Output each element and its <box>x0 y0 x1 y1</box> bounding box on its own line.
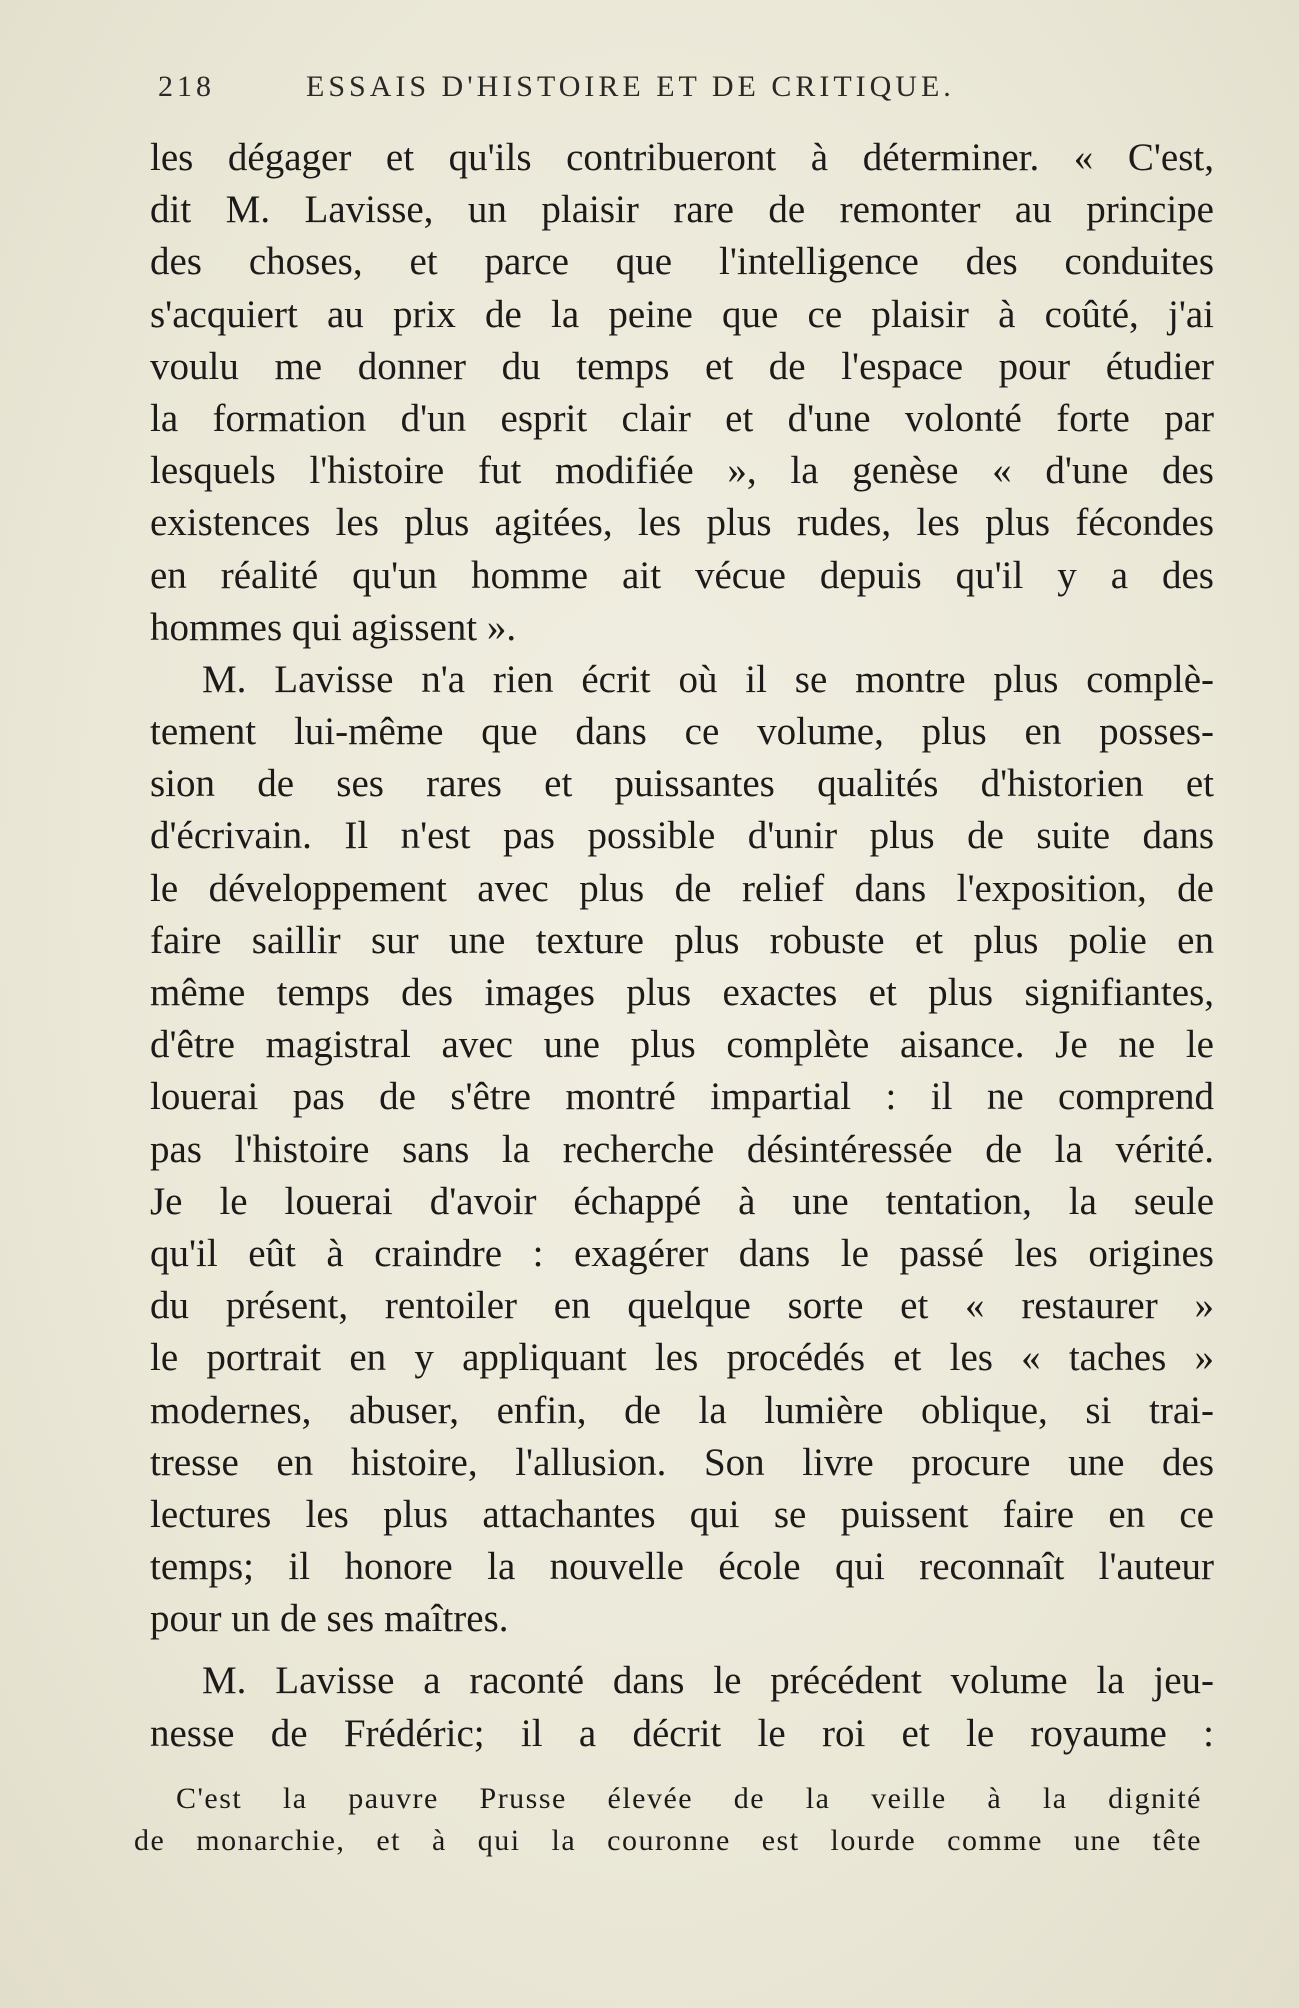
page-number: 218 <box>158 70 215 103</box>
running-header <box>158 70 1088 114</box>
text-line: M. Lavisse n'a rien écrit où il se montre plus complè- <box>202 657 1214 701</box>
body-text <box>150 132 1214 1760</box>
text-line: existences les plus agitées, les plus rudes, les plus fécondes <box>150 501 1214 545</box>
text-line: d'écrivain. Il n'est pas possible d'unir plus de suite dans <box>150 814 1214 858</box>
text-line: le portrait en y appliquant les procédés et les « taches » <box>150 1336 1214 1380</box>
text-line: hommes qui agissent ». <box>150 605 517 649</box>
quote-line: C'est la pauvre Prusse élevée de la veille à la dignité <box>176 1782 1202 1815</box>
quote-line: de monarchie, et à qui la couronne est lourde comme une tête <box>134 1824 1202 1857</box>
running-title: ESSAIS D'HISTOIRE ET DE CRITIQUE. <box>306 70 955 103</box>
text-line: s'acquiert au prix de la peine que ce plaisir à coûté, j'ai <box>150 292 1214 336</box>
text-line: sion de ses rares et puissantes qualités d'historien et <box>150 762 1214 806</box>
text-line: d'être magistral avec une plus complète aisance. Je ne le <box>150 1023 1214 1067</box>
text-line: les dégager et qu'ils contribueront à déterminer. « C'est, <box>150 136 1214 179</box>
text-line: qu'il eût à craindre : exagérer dans le passé les origines <box>150 1231 1214 1275</box>
text-line: du présent, rentoiler en quelque sorte et « restaurer » <box>150 1284 1214 1328</box>
text-line: pas l'histoire sans la recherche désintéressée de la vérité. <box>150 1127 1214 1171</box>
text-line: tement lui-même que dans ce volume, plus en posses- <box>150 710 1214 754</box>
text-line: nesse de Frédéric; il a décrit le roi et le royaume : <box>150 1711 1214 1755</box>
text-line: lesquels l'histoire fut modifiée », la genèse « d'une des <box>150 449 1214 493</box>
text-line: des choses, et parce que l'intelligence des conduites <box>150 240 1214 284</box>
text-line: lectures les plus attachantes qui se puissent faire en ce <box>150 1492 1214 1536</box>
text-line: dit M. Lavisse, un plaisir rare de remonter au principe <box>150 188 1214 232</box>
text-line: même temps des images plus exactes et plus signifiantes, <box>150 971 1214 1014</box>
paragraph-gap <box>150 1645 1214 1655</box>
text-line: le développement avec plus de relief dans l'exposition, de <box>150 866 1214 910</box>
text-line: temps; il honore la nouvelle école qui reconnaît l'auteur <box>150 1545 1214 1589</box>
text-line: faire saillir sur une texture plus robuste et plus polie en <box>150 918 1214 962</box>
text-line: voulu me donner du temps et de l'espace pour étudier <box>150 344 1214 388</box>
text-line: en réalité qu'un homme ait vécue depuis qu'il y a des <box>150 553 1214 597</box>
text-line: modernes, abuser, enfin, de la lumière oblique, si trai- <box>150 1388 1214 1432</box>
text-line: Je le louerai d'avoir échappé à une tentation, la seule <box>150 1179 1214 1223</box>
text-line: tresse en histoire, l'allusion. Son livre procure une des <box>150 1440 1214 1484</box>
text-line: louerai pas de s'être montré impartial : il ne comprend <box>150 1075 1214 1119</box>
text-line: la formation d'un esprit clair et d'une volonté forte par <box>150 396 1214 440</box>
block-quote <box>134 1778 1202 1862</box>
text-line: pour un de ses maîtres. <box>150 1597 509 1641</box>
text-line: M. Lavisse a raconté dans le précédent volume la jeu- <box>202 1659 1214 1703</box>
